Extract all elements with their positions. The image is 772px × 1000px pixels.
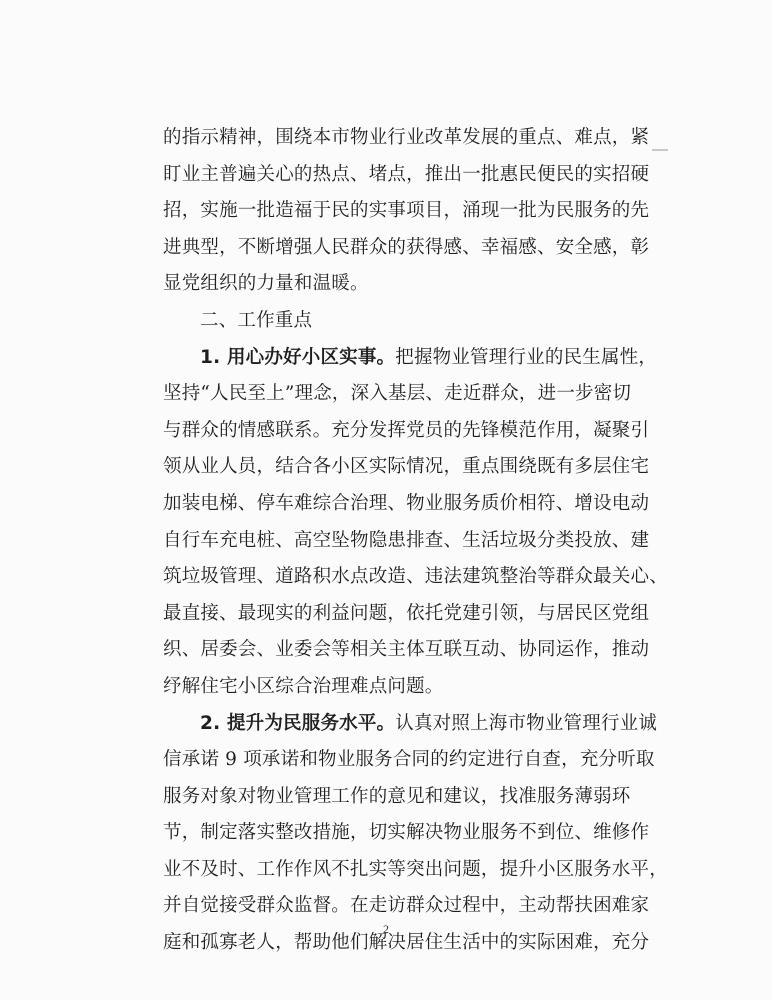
item1-first-rest: 把握物业管理行业的民生属性，	[395, 346, 658, 368]
item1-lead: 1. 用心办好小区实事。	[200, 346, 396, 368]
text-line: 并自觉接受群众监督。在走访群众过程中，主动帮扶困难家	[163, 895, 650, 917]
text-line: 招，实施一批造福于民的实事项目，涌现一批为民服务的先	[163, 200, 650, 222]
text-line: 自行车充电桩、高空坠物隐患排查、生活垃圾分类投放、建	[163, 529, 650, 551]
text-line: 与群众的情感联系。充分发挥党员的先锋模范作用，凝聚引	[163, 419, 650, 441]
text-line: 信承诺 9 项承诺和物业服务合同的约定进行自查，充分听取	[163, 749, 655, 771]
text-line: 织、居委会、业委会等相关主体互联互动、协同运作，推动	[163, 639, 650, 661]
text-line: 节，制定落实整改措施，切实解决物业服务不到位、维修作	[163, 822, 650, 844]
text-line: 进典型，不断增强人民群众的获得感、幸福感、安全感，彰	[163, 236, 650, 258]
text-line: 盯业主普遍关心的热点、堵点，推出一批惠民便民的实招硬	[163, 163, 650, 185]
text-line: 最直接、最现实的利益问题，依托党建引领，与居民区党组	[163, 602, 650, 624]
text-line: 筑垃圾管理、道路积水点改造、违法建筑整治等群众最关心、	[163, 566, 668, 588]
text-line: 服务对象对物业管理工作的意见和建议，找准服务薄弱环	[163, 785, 631, 807]
scan-artifact-mark	[652, 149, 668, 151]
text-line: 领从业人员，结合各小区实际情况，重点围绕既有多层住宅	[163, 456, 650, 478]
item1-first-line	[163, 340, 658, 377]
text-line: 坚持“人民至上”理念，深入基层、走近群众，进一步密切	[163, 383, 632, 405]
section-heading: 二、工作重点	[200, 309, 313, 331]
item2-first-line	[163, 706, 658, 743]
item2-first-rest: 认真对照上海市物业管理行业诚	[395, 712, 658, 734]
body-text	[163, 120, 668, 962]
text-line: 业不及时、工作作风不扎实等突出问题，提升小区服务水平，	[163, 858, 668, 880]
page-number: 2	[383, 922, 389, 936]
item2-lead: 2. 提升为民服务水平。	[200, 712, 396, 734]
text-line: 庭和孤寡老人，帮助他们解决居住生活中的实际困难，充分	[163, 932, 650, 954]
text-line: 纾解住宅小区综合治理难点问题。	[163, 675, 444, 697]
text-line: 显党组织的力量和温暖。	[163, 273, 369, 295]
text-line: 加装电梯、停车难综合治理、物业服务质价相符、增设电动	[163, 492, 650, 514]
text-line: 的指示精神，围绕本市物业行业改革发展的重点、难点，紧	[163, 127, 650, 148]
